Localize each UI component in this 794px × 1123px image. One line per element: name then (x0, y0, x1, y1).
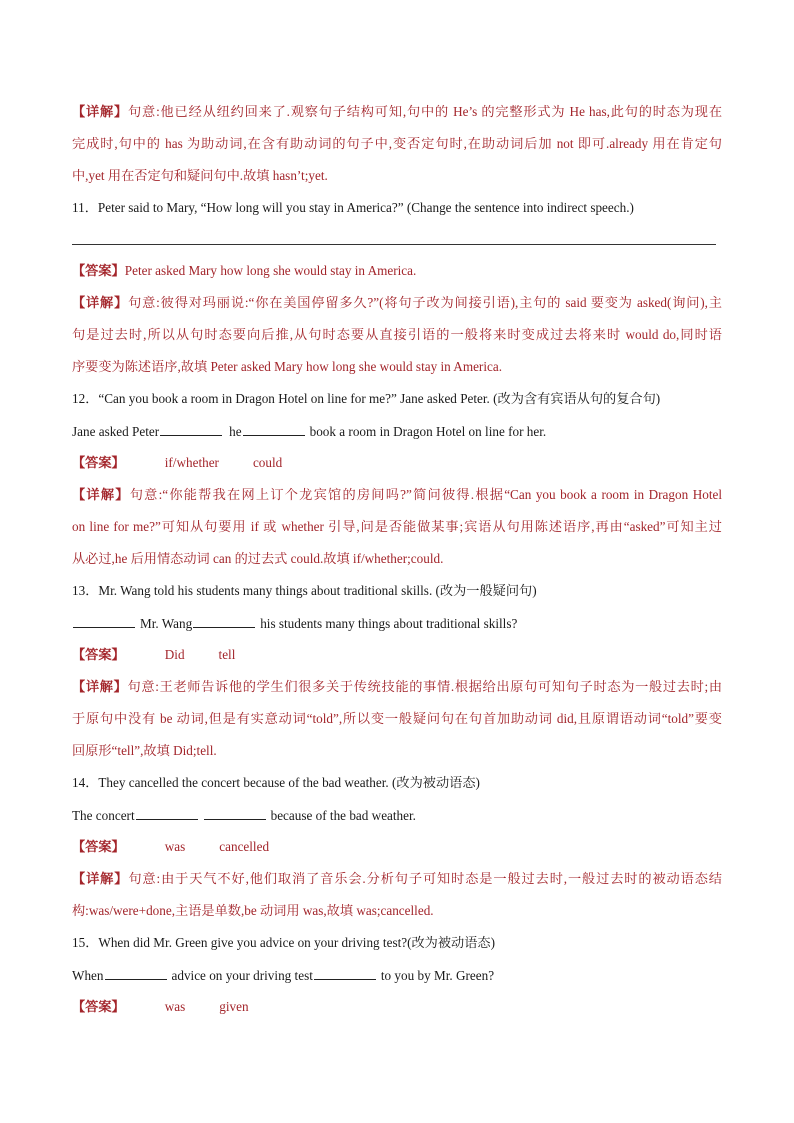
q14-analysis-line-2: 构:was/were+done,主语是单数,be 动词用 was,故填 was;cancelled. (72, 903, 434, 918)
answer-tag: 【答案】 (72, 839, 125, 854)
answer-tag: 【答案】 (72, 263, 125, 278)
analysis-text: 句意:“你能帮我在网上订个龙宾馆的房间吗?”简问彼得.根据“Can you book a room in Dragon Hotel (129, 487, 722, 502)
answer-text: Peter asked Mary how long she would stay in America. (124, 263, 417, 278)
answer-2: could (252, 455, 283, 470)
q15-question: 15．When did Mr. Green give you advice on your driving test?(改为被动语态) (72, 935, 496, 950)
blank-2[interactable] (204, 805, 266, 820)
q11-analysis-line-3: 序要变为陈述语序,故填 Peter asked Mary how long she would stay in America. (72, 359, 502, 374)
q12-analysis-line-2: on line for me?”可知从句要用 if 或 whether 引导,问是否能做某事;宾语从句用陈述语序,再由“asked”可知主过 (72, 519, 722, 534)
q11-analysis-line-1 (72, 293, 722, 313)
q13-question: 13．Mr. Wang told his students many things about traditional skills. (改为一般疑问句) (72, 583, 537, 598)
q13-answer (72, 645, 235, 665)
q12-question: 12．“Can you book a room in Dragon Hotel on line for me?” Jane asked Peter. (改为含有宾语从句的复合句) (72, 391, 661, 406)
q14-question: 14．They cancelled the concert because of the bad weather. (改为被动语态) (72, 775, 480, 790)
q15-sentence (72, 965, 494, 986)
analysis-text: 句意:由于天气不好,他们取消了音乐会.分析句子可知时态是一般过去时,一般过去时的被动语态结 (128, 871, 722, 886)
analysis-tag: 【详解】 (72, 104, 129, 119)
sentence-part: to you by Mr. Green? (380, 968, 495, 983)
sentence-part: The concert (72, 808, 135, 823)
q13-analysis-line-3: 回原形“tell”,故填 Did;tell. (72, 743, 217, 758)
blank-1[interactable] (136, 805, 198, 820)
q14-sentence (72, 805, 416, 826)
blank-1[interactable] (160, 421, 222, 436)
q14-answer (72, 837, 269, 857)
analysis-text: 句意:王老师告诉他的学生们很多关于传统技能的事情.根据给出原句可知句子时态为一般过去时;由 (127, 679, 723, 694)
answer-2: cancelled (219, 839, 270, 854)
q10-analysis-line-2: 完成时,句中的 has 为助动词,在含有助动词的句子中,变否定句时,在助动词后加 not 即可.already 用在肯定句 (72, 136, 722, 151)
sentence-part: his students many things about traditional skills? (260, 616, 518, 631)
answer-1: was (164, 839, 186, 854)
q12-analysis-line-1 (72, 485, 722, 505)
blank-2[interactable] (243, 421, 305, 436)
answer-tag: 【答案】 (72, 999, 125, 1014)
sentence-part: because of the bad weather. (270, 808, 416, 823)
analysis-text: 句意:他已经从纽约回来了.观察句子结构可知,句中的 He’s 的完整形式为 He has,此句的时态为现在 (128, 104, 723, 119)
blank-1[interactable] (105, 965, 167, 980)
answer-1: Did (164, 647, 185, 662)
q15-answer (72, 997, 249, 1017)
sentence-part: Mr. Wang (140, 616, 193, 631)
sentence-part: book a room in Dragon Hotel on line for her. (309, 424, 547, 439)
q12-sentence (72, 421, 546, 442)
answer-1: was (164, 999, 186, 1014)
q10-analysis-line-1 (72, 102, 722, 122)
q12-analysis-line-3: 从必过,he 后用情态动词 can 的过去式 could.故填 if/whether;could. (72, 551, 444, 566)
blank-2[interactable] (314, 965, 376, 980)
answer-1: if/whether (164, 455, 219, 470)
answer-tag: 【答案】 (72, 455, 125, 470)
sentence-part: When (72, 968, 104, 983)
answer-tag: 【答案】 (72, 647, 125, 662)
analysis-tag: 【详解】 (72, 295, 129, 310)
q10-analysis-line-3: 中,yet 用在否定句和疑问句中.故填 hasn’t;yet. (72, 168, 328, 183)
blank-1[interactable] (73, 613, 135, 628)
q13-analysis-line-2: 于原句中没有 be 动词,但是有实意动词“told”,所以变一般疑问句在句首加助动词 did,且原谓语动词“told”要变 (72, 711, 722, 726)
q11-answer (72, 261, 416, 281)
answer-2: given (219, 999, 249, 1014)
sentence-part: advice on your driving test (171, 968, 313, 983)
sentence-part: he (229, 424, 242, 439)
analysis-text: 句意:彼得对玛丽说:“你在美国停留多久?”(将句子改为间接引语),主句的 said 要变为 asked(询问),主 (128, 295, 722, 310)
analysis-tag: 【详解】 (72, 679, 128, 694)
answer-2: tell (218, 647, 236, 662)
q11-analysis-line-2: 句是过去时,所以从句时态要向后推,从句时态要从直接引语的一般将来时变成过去将来时 would do,同时语 (72, 327, 722, 342)
q13-sentence (72, 613, 517, 634)
sentence-part: Jane asked Peter (72, 424, 160, 439)
analysis-tag: 【详解】 (72, 487, 130, 502)
q11-question: 11．Peter said to Mary, “How long will you stay in America?” (Change the sentence into indirect speech.) (72, 200, 634, 215)
answer-line[interactable] (72, 244, 716, 245)
analysis-tag: 【详解】 (72, 871, 129, 886)
blank-2[interactable] (193, 613, 255, 628)
q13-analysis-line-1 (72, 677, 722, 697)
q12-answer (72, 453, 282, 473)
q14-analysis-line-1 (72, 869, 722, 889)
